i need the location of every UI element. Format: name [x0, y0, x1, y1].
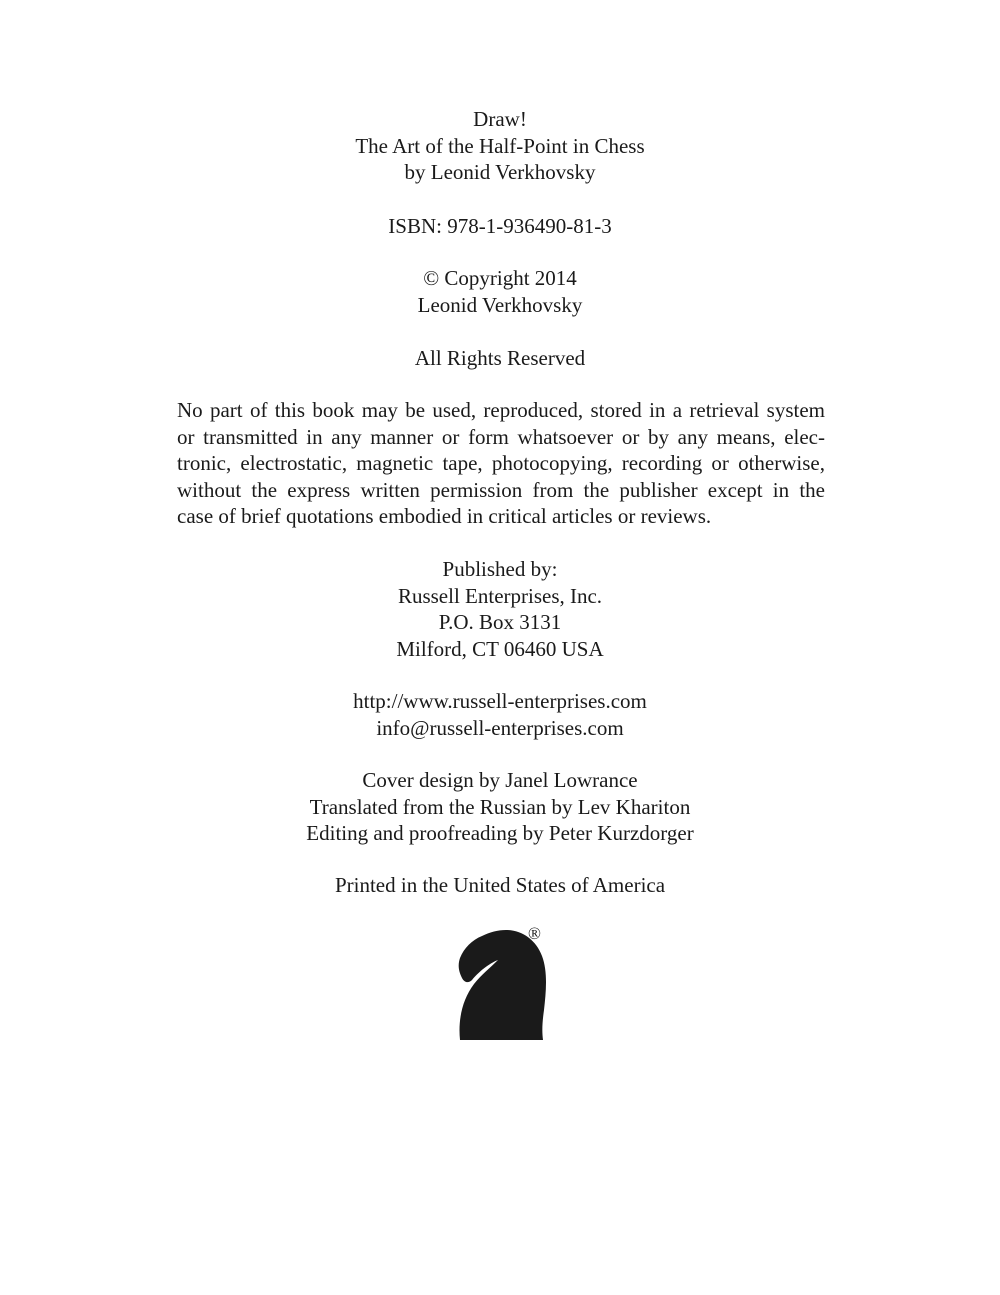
book-author: by Leonid Verkhovsky	[404, 160, 596, 184]
publisher-url: http://www.russell-enterprises.com	[353, 689, 647, 713]
notice-line: case of brief quotations embodied in critical articles or reviews.	[177, 504, 712, 528]
editing-credit: Editing and proofreading by Peter Kurzdorger	[306, 821, 694, 845]
publisher-po-box: P.O. Box 3131	[438, 610, 562, 634]
notice-line: or transmitted in any manner or form whatsoever or by any means, elec-	[177, 424, 825, 449]
registered-trademark-symbol: ®	[528, 924, 541, 943]
contact-block	[0, 688, 1000, 741]
rights-text: All Rights Reserved	[414, 346, 586, 370]
isbn-block	[0, 213, 1000, 240]
publisher-label: Published by:	[442, 557, 558, 581]
translation-credit: Translated from the Russian by Lev Khariton	[309, 794, 691, 819]
publisher-block	[0, 556, 1000, 662]
notice-line: tronic, electrostatic, magnetic tape, photocopying, recording or otherwise,	[177, 451, 825, 475]
book-title: Draw!	[473, 107, 527, 131]
copyright-year: © Copyright 2014	[423, 266, 577, 290]
publisher-email: info@russell-enterprises.com	[376, 715, 624, 740]
cover-credit: Cover design by Janel Lowrance	[362, 768, 638, 792]
rights-notice	[177, 397, 825, 530]
rights-block	[0, 345, 1000, 372]
publisher-name: Russell Enterprises, Inc.	[397, 583, 603, 608]
publisher-city: Milford, CT 06460 USA	[396, 636, 604, 661]
printed-text: Printed in the United States of America	[334, 873, 666, 897]
book-subtitle: The Art of the Half-Point in Chess	[355, 133, 645, 158]
printed-block	[0, 872, 1000, 899]
isbn-text: ISBN: 978-1-936490-81-3	[388, 214, 612, 238]
credits-block	[0, 767, 1000, 847]
title-block	[0, 106, 1000, 186]
notice-line: without the express written permission from the publisher except in the	[177, 477, 825, 502]
copyright-holder: Leonid Verkhovsky	[417, 292, 583, 317]
copyright-block	[0, 265, 1000, 318]
notice-line: No part of this book may be used, reproduced, stored in a retrieval system	[177, 398, 825, 422]
